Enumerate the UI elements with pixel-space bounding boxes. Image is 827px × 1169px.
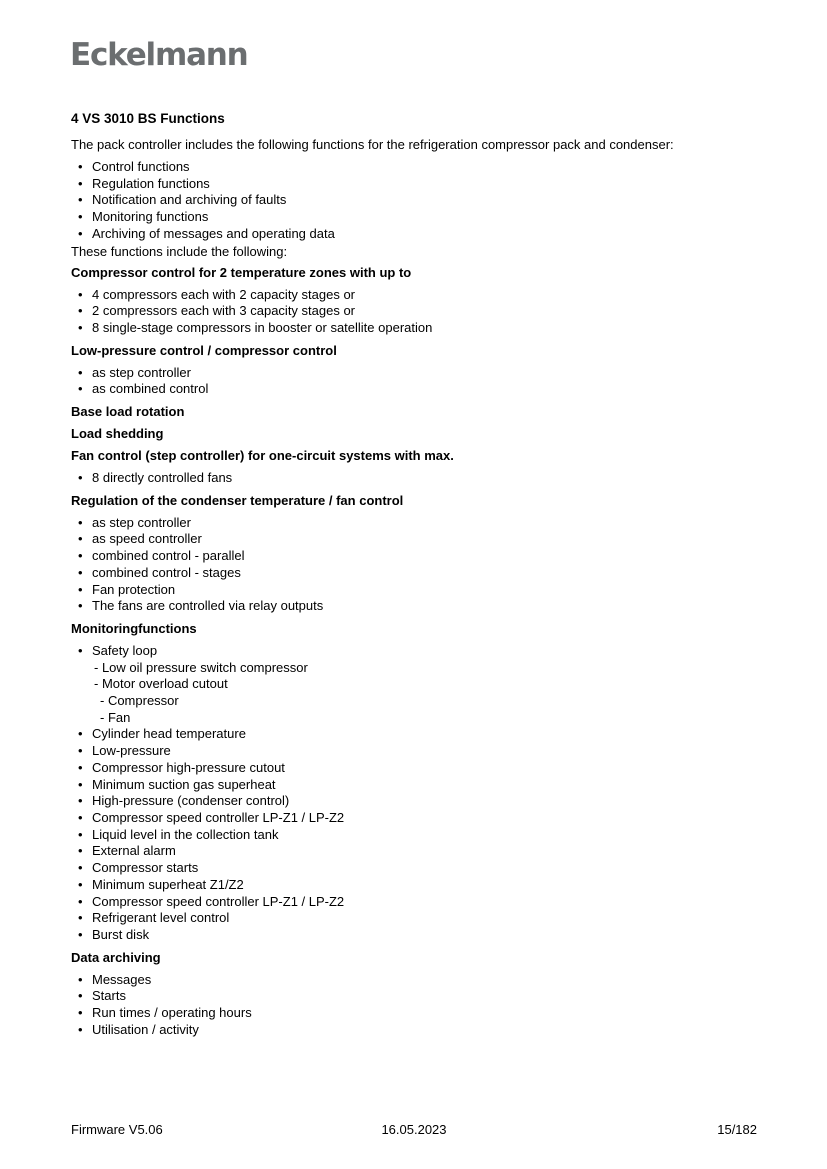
list-item: • Low-pressure	[78, 743, 771, 760]
data-archiving-heading: Data archiving	[71, 949, 161, 965]
list-item: • Compressor high-pressure cutout	[78, 760, 771, 777]
fan-control-list	[71, 470, 771, 487]
list-item: • as speed controller	[78, 531, 771, 548]
list-item: • combined control - stages	[78, 565, 771, 582]
list-item: • Burst disk	[78, 927, 771, 944]
list-item: • Cylinder head temperature	[78, 726, 771, 743]
monitoring-heading: Monitoringfunctions	[71, 620, 197, 636]
section-title: 4 VS 3010 BS Functions	[71, 111, 225, 126]
list-item: • The fans are controlled via relay outputs	[78, 598, 771, 615]
safety-loop-sub: - Motor overload cutout	[94, 676, 228, 692]
compressor-control-heading: Compressor control for 2 temperature zones with up to	[71, 264, 412, 280]
company-logo: Eckelmann	[70, 37, 248, 73]
safety-loop-label: Safety loop	[92, 642, 158, 658]
list-item: • as combined control	[78, 381, 771, 398]
list-item: • External alarm	[78, 843, 771, 860]
low-pressure-heading: Low-pressure control / compressor control	[71, 342, 337, 358]
intro-list	[71, 159, 771, 243]
list-item: • Run times / operating hours	[78, 1005, 771, 1022]
condenser-list	[71, 515, 771, 615]
footer-firmware: Firmware V5.06	[71, 1122, 163, 1137]
fan-control-heading: Fan control (step controller) for one-circuit systems with max.	[71, 448, 454, 464]
intro-paragraph: The pack controller includes the following functions for the refrigeration compressor pack and condenser:	[71, 137, 674, 152]
list-item: • Minimum superheat Z1/Z2	[78, 877, 771, 894]
list-item: • 4 compressors each with 2 capacity stages or	[78, 287, 771, 304]
list-item: • Compressor starts	[78, 860, 771, 877]
list-item: • Liquid level in the collection tank	[78, 827, 771, 844]
safety-loop-sub: - Low oil pressure switch compressor	[94, 659, 308, 675]
list-item: • Utilisation / activity	[78, 1022, 771, 1039]
list-item: • Starts	[78, 988, 771, 1005]
low-pressure-list	[71, 365, 771, 398]
list-item: • Refrigerant level control	[78, 910, 771, 927]
list-item: • Fan protection	[78, 582, 771, 599]
load-shedding-heading: Load shedding	[71, 426, 164, 442]
document-body	[71, 111, 771, 1038]
list-item: • Compressor speed controller LP-Z1 / LP-Z2	[78, 810, 771, 827]
list-item: • 8 single-stage compressors in booster or satellite operation	[78, 320, 771, 337]
list-item	[78, 643, 771, 727]
list-item: • 2 compressors each with 3 capacity stages or	[78, 303, 771, 320]
list-item: • Minimum suction gas superheat	[78, 777, 771, 794]
condenser-heading: Regulation of the condenser temperature / fan control	[71, 492, 404, 508]
list-item: • Control functions	[78, 159, 771, 176]
base-load-heading: Base load rotation	[71, 404, 185, 420]
list-item: • Monitoring functions	[78, 209, 771, 226]
page-footer	[71, 1122, 757, 1138]
list-item: • Archiving of messages and operating data	[78, 226, 771, 243]
functions-intro: These functions include the following:	[71, 243, 288, 259]
footer-date: 16.05.2023	[381, 1122, 447, 1137]
list-item: • Messages	[78, 972, 771, 989]
compressor-control-list	[71, 287, 771, 337]
list-item: • Notification and archiving of faults	[78, 192, 771, 209]
safety-loop-sub: - Compressor	[100, 693, 179, 709]
list-item: • as step controller	[78, 515, 771, 532]
list-item: • as step controller	[78, 365, 771, 382]
list-item: • Compressor speed controller LP-Z1 / LP-Z2	[78, 894, 771, 911]
safety-loop-sub: - Fan	[100, 709, 131, 725]
data-archiving-list	[71, 972, 771, 1039]
list-item: • combined control - parallel	[78, 548, 771, 565]
list-item: • Regulation functions	[78, 176, 771, 193]
list-item: • High-pressure (condenser control)	[78, 793, 771, 810]
monitoring-list	[71, 643, 771, 944]
list-item: • 8 directly controlled fans	[78, 470, 771, 487]
footer-page-number: 15/182	[717, 1122, 757, 1137]
